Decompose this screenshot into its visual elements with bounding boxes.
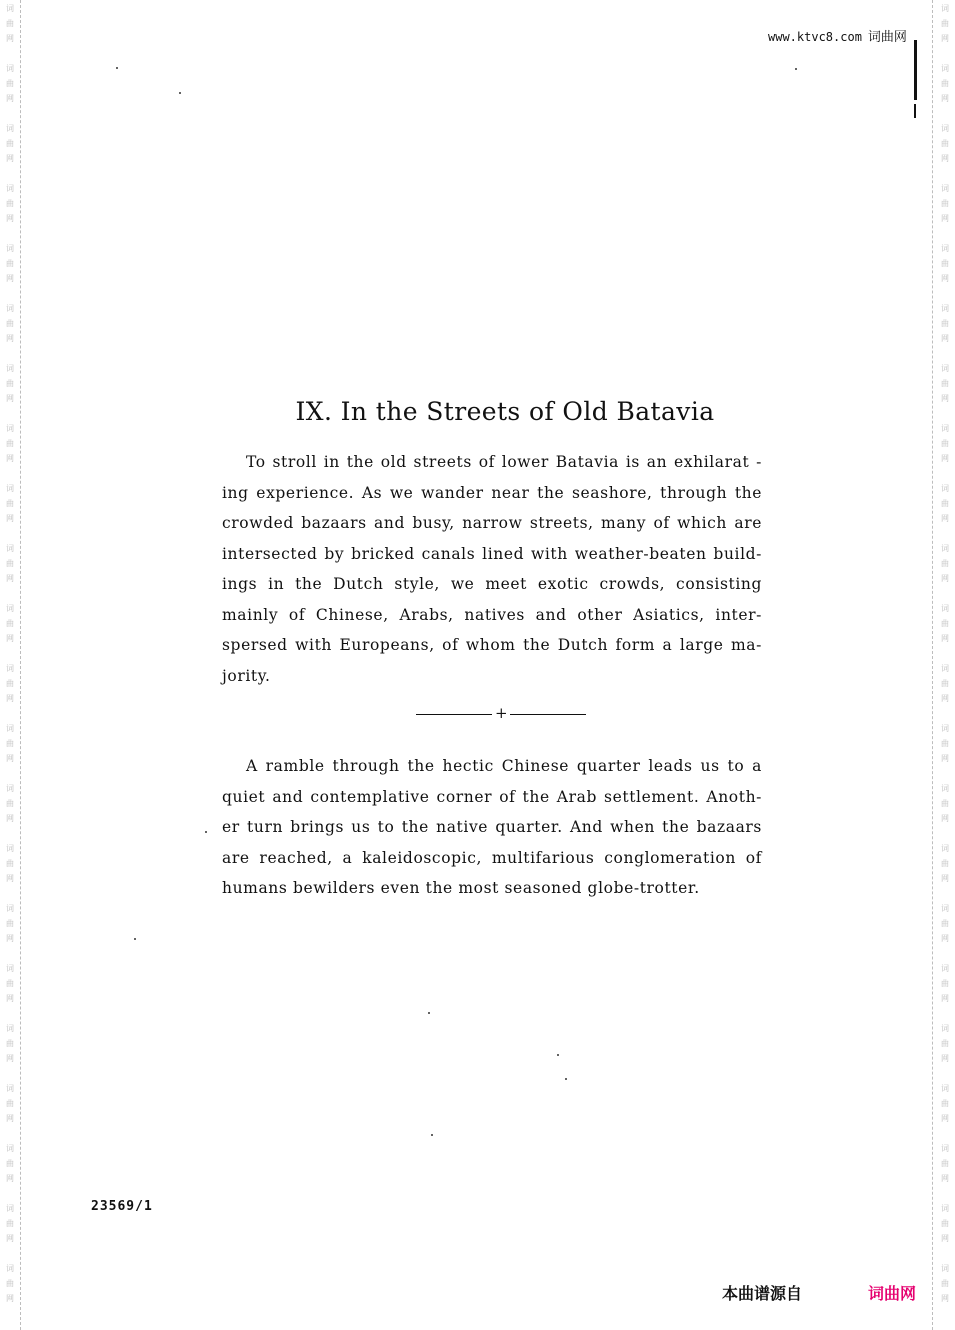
watermark-glyph: 词 <box>941 964 949 973</box>
watermark-glyph: 曲 <box>941 619 949 628</box>
section-divider <box>416 706 586 722</box>
paragraph-line: ings in the Dutch style, we meet exotic crowds, consisting <box>222 575 762 593</box>
paragraph-line: To stroll in the old streets of lower Batavia is an exhilarat - <box>246 453 762 471</box>
watermark-glyph: 曲 <box>6 619 14 628</box>
watermark-glyph: 曲 <box>6 919 14 928</box>
watermark-glyph: 网 <box>941 34 949 43</box>
paragraph-line: A ramble through the hectic Chinese quarter leads us to a <box>246 757 762 775</box>
watermark-glyph: 网 <box>6 634 14 643</box>
watermark-glyph: 词 <box>6 64 14 73</box>
watermark-glyph: 网 <box>6 1174 14 1183</box>
watermark-glyph: 曲 <box>941 679 949 688</box>
footer-source-label: 本曲谱源自 <box>722 1284 803 1303</box>
watermark-glyph: 网 <box>941 574 949 583</box>
watermark-glyph: 曲 <box>941 1099 949 1108</box>
paragraph-line: mainly of Chinese, Arabs, natives and other Asiatics, inter- <box>222 605 762 624</box>
chapter-title: IX. In the Streets of Old Batavia <box>295 396 715 426</box>
watermark-glyph: 网 <box>941 94 949 103</box>
watermark-glyph: 词 <box>941 184 949 193</box>
scan-speck <box>134 938 136 940</box>
watermark-glyph: 曲 <box>6 1039 14 1048</box>
watermark-glyph: 网 <box>6 994 14 1003</box>
watermark-glyph: 曲 <box>6 799 14 808</box>
watermark-glyph: 曲 <box>6 79 14 88</box>
watermark-glyph: 词 <box>941 1264 949 1273</box>
watermark-glyph: 网 <box>941 394 949 403</box>
watermark-glyph: 网 <box>941 454 949 463</box>
watermark-glyph: 词 <box>6 724 14 733</box>
watermark-glyph: 网 <box>941 154 949 163</box>
watermark-glyph: 词 <box>941 64 949 73</box>
watermark-glyph: 词 <box>941 664 949 673</box>
watermark-glyph: 曲 <box>6 379 14 388</box>
watermark-glyph: 网 <box>941 994 949 1003</box>
watermark-glyph: 词 <box>941 244 949 253</box>
divider-ornament: + <box>495 704 508 722</box>
watermark-glyph: 网 <box>6 1294 14 1303</box>
paragraph-line: quiet and contemplative corner of the Arab settlement. Anoth- <box>222 787 762 806</box>
watermark-glyph: 词 <box>6 484 14 493</box>
scan-speck <box>795 68 797 70</box>
watermark-glyph: 曲 <box>941 919 949 928</box>
watermark-glyph: 词 <box>941 1024 949 1033</box>
paragraph-line: crowded bazaars and busy, narrow streets, many of which are <box>222 514 762 532</box>
right-margin-border <box>932 0 934 1330</box>
footer-brand-link[interactable]: 词曲网 <box>868 1284 917 1303</box>
watermark-glyph: 词 <box>6 544 14 553</box>
watermark-glyph: 网 <box>6 94 14 103</box>
watermark-glyph: 曲 <box>941 739 949 748</box>
watermark-glyph: 词 <box>941 724 949 733</box>
watermark-glyph: 网 <box>941 1054 949 1063</box>
paragraph-line: humans bewilders even the most seasoned globe-trotter. <box>222 879 700 897</box>
watermark-glyph: 网 <box>6 334 14 343</box>
watermark-glyph: 曲 <box>6 1159 14 1168</box>
watermark-glyph: 词 <box>6 1024 14 1033</box>
watermark-glyph: 曲 <box>941 379 949 388</box>
watermark-glyph: 曲 <box>941 19 949 28</box>
watermark-glyph: 网 <box>6 1054 14 1063</box>
watermark-glyph: 曲 <box>941 199 949 208</box>
watermark-glyph: 网 <box>6 1234 14 1243</box>
watermark-glyph: 网 <box>941 214 949 223</box>
watermark-glyph: 词 <box>6 304 14 313</box>
watermark-glyph: 网 <box>6 454 14 463</box>
watermark-glyph: 曲 <box>941 319 949 328</box>
watermark-glyph: 曲 <box>6 1279 14 1288</box>
watermark-glyph: 网 <box>941 754 949 763</box>
watermark-glyph: 曲 <box>941 799 949 808</box>
watermark-glyph: 词 <box>941 1204 949 1213</box>
watermark-glyph: 网 <box>941 1114 949 1123</box>
site-name: 词曲网 <box>867 30 907 45</box>
paragraph-line: intersected by bricked canals lined with weather-beaten build- <box>222 544 762 563</box>
watermark-glyph: 曲 <box>941 259 949 268</box>
watermark-glyph: 词 <box>6 364 14 373</box>
paragraph-2 <box>222 751 762 904</box>
watermark-glyph: 曲 <box>6 19 14 28</box>
watermark-glyph: 词 <box>6 844 14 853</box>
watermark-glyph: 曲 <box>6 439 14 448</box>
watermark-glyph: 网 <box>941 514 949 523</box>
watermark-glyph: 曲 <box>6 1099 14 1108</box>
watermark-glyph: 曲 <box>941 1279 949 1288</box>
watermark-glyph: 词 <box>6 1204 14 1213</box>
left-margin-border <box>20 0 22 1330</box>
watermark-glyph: 曲 <box>6 679 14 688</box>
scan-speck <box>428 1012 430 1014</box>
margin-bar <box>914 40 917 100</box>
watermark-glyph: 词 <box>941 1084 949 1093</box>
watermark-glyph: 网 <box>6 814 14 823</box>
watermark-glyph: 网 <box>941 1234 949 1243</box>
watermark-glyph: 曲 <box>6 859 14 868</box>
watermark-glyph: 词 <box>6 664 14 673</box>
watermark-glyph: 网 <box>6 514 14 523</box>
watermark-glyph: 网 <box>941 1294 949 1303</box>
watermark-glyph: 词 <box>6 1144 14 1153</box>
watermark-glyph: 词 <box>6 1264 14 1273</box>
watermark-glyph: 词 <box>941 424 949 433</box>
watermark-glyph: 网 <box>941 814 949 823</box>
paragraph-line: ing experience. As we wander near the seashore, through the <box>222 483 762 502</box>
watermark-glyph: 网 <box>6 274 14 283</box>
scan-speck <box>565 1078 567 1080</box>
watermark-glyph: 曲 <box>6 139 14 148</box>
watermark-glyph: 曲 <box>6 979 14 988</box>
watermark-glyph: 曲 <box>6 739 14 748</box>
watermark-glyph: 曲 <box>6 199 14 208</box>
paragraph-line: are reached, a kaleidoscopic, multifarious conglomeration of <box>222 848 762 867</box>
watermark-glyph: 词 <box>6 964 14 973</box>
watermark-glyph: 词 <box>6 184 14 193</box>
divider-rule-right <box>510 714 586 715</box>
watermark-glyph: 词 <box>6 784 14 793</box>
watermark-glyph: 网 <box>6 154 14 163</box>
scan-speck <box>557 1054 559 1056</box>
watermark-glyph: 网 <box>6 754 14 763</box>
watermark-glyph: 词 <box>6 604 14 613</box>
watermark-glyph: 词 <box>6 904 14 913</box>
watermark-glyph: 词 <box>941 304 949 313</box>
paragraph-1 <box>222 447 762 691</box>
watermark-glyph: 词 <box>6 4 14 13</box>
watermark-glyph: 网 <box>6 934 14 943</box>
watermark-glyph: 曲 <box>6 319 14 328</box>
divider-rule-left <box>416 714 492 715</box>
watermark-glyph: 网 <box>941 874 949 883</box>
watermark-glyph: 词 <box>941 484 949 493</box>
watermark-glyph: 曲 <box>6 499 14 508</box>
watermark-glyph: 词 <box>941 544 949 553</box>
paragraph-line: er turn brings us to the native quarter. And when the bazaars <box>222 818 762 836</box>
watermark-glyph: 曲 <box>941 139 949 148</box>
watermark-glyph: 词 <box>941 844 949 853</box>
scan-speck <box>116 67 118 69</box>
watermark-glyph: 网 <box>6 874 14 883</box>
watermark-glyph: 网 <box>941 634 949 643</box>
page-id-number: 23569/1 <box>91 1199 153 1214</box>
watermark-glyph: 词 <box>6 1084 14 1093</box>
watermark-glyph: 曲 <box>941 1039 949 1048</box>
watermark-glyph: 曲 <box>941 559 949 568</box>
site-url[interactable]: www.ktvc8.com <box>768 30 862 44</box>
watermark-glyph: 曲 <box>941 499 949 508</box>
watermark-glyph: 词 <box>941 1144 949 1153</box>
watermark-glyph: 词 <box>6 124 14 133</box>
watermark-glyph: 网 <box>6 34 14 43</box>
watermark-glyph: 网 <box>6 574 14 583</box>
watermark-glyph: 曲 <box>6 1219 14 1228</box>
watermark-glyph: 曲 <box>941 1219 949 1228</box>
watermark-glyph: 网 <box>6 1114 14 1123</box>
watermark-glyph: 词 <box>941 364 949 373</box>
scan-speck <box>205 831 207 833</box>
watermark-glyph: 曲 <box>6 259 14 268</box>
watermark-glyph: 词 <box>941 124 949 133</box>
watermark-glyph: 网 <box>941 274 949 283</box>
watermark-glyph: 网 <box>941 694 949 703</box>
watermark-glyph: 词 <box>941 604 949 613</box>
paragraph-line: spersed with Europeans, of whom the Dutch form a large ma- <box>222 636 762 654</box>
scan-speck <box>179 92 181 94</box>
watermark-glyph: 曲 <box>941 979 949 988</box>
watermark-glyph: 曲 <box>941 859 949 868</box>
watermark-glyph: 网 <box>6 214 14 223</box>
watermark-glyph: 曲 <box>6 559 14 568</box>
watermark-glyph: 词 <box>941 904 949 913</box>
watermark-glyph: 词 <box>941 784 949 793</box>
watermark-glyph: 网 <box>6 694 14 703</box>
watermark-glyph: 词 <box>6 424 14 433</box>
watermark-glyph: 网 <box>941 1174 949 1183</box>
watermark-glyph: 曲 <box>941 79 949 88</box>
watermark-glyph: 网 <box>941 334 949 343</box>
scan-speck <box>431 1134 433 1136</box>
watermark-glyph: 网 <box>941 934 949 943</box>
watermark-glyph: 词 <box>6 244 14 253</box>
margin-bar-tail <box>914 104 916 118</box>
watermark-glyph: 词 <box>941 4 949 13</box>
watermark-glyph: 网 <box>6 394 14 403</box>
watermark-glyph: 曲 <box>941 1159 949 1168</box>
site-header <box>768 26 907 45</box>
watermark-glyph: 曲 <box>941 439 949 448</box>
paragraph-line: jority. <box>222 666 271 685</box>
